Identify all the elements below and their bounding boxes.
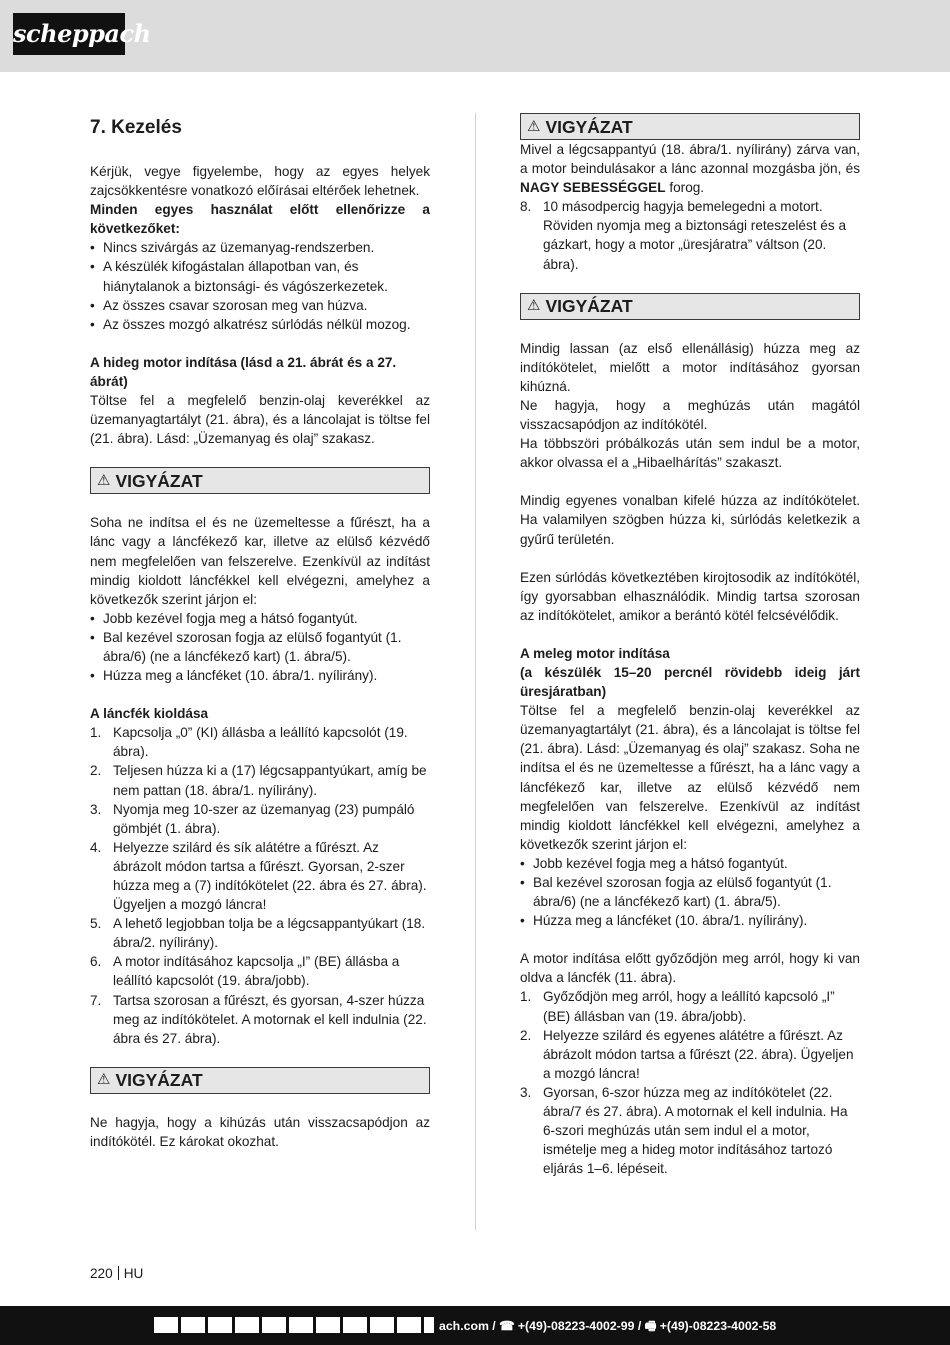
warm-start-steps — [520, 987, 860, 1178]
warning-text: Soha ne indítsa el és ne üzemeltesse a fűrészt, ha a lánc vagy a láncfékező kar, illetve az elülső kézvédő nem megfelelően van felszerelve. Ezenkívül az indítást mindig kioldott láncfékkel kell elvégezni, amelyhez a következők szerint járjon el: — [90, 515, 430, 607]
obscured-contact — [154, 1317, 434, 1333]
list-item: • Jobb kezével fogja meg a hátsó fogantyút. — [520, 854, 860, 873]
warning-text: Mindig lassan (az első ellenállásig) húzza meg az indítókötelet, mielőtt a motor indításához gyorsan kihúzná. — [520, 340, 860, 394]
warning-text: Ha többszöri próbálkozás után sem indul be a motor, akkor olvassa el a „Hibaelhárítás” szakaszt. — [520, 436, 860, 471]
warm-start-list — [520, 854, 860, 930]
list-item: 2. Helyezze szilárd és egyenes alátétre a fűrészt. Az ábrázolt módon tartsa a fűrészt (22. ábra). Ügyeljen a mozgó láncra! — [520, 1027, 854, 1081]
warning-triangle-icon: ⚠ — [527, 117, 541, 135]
page-number: 220 HU — [90, 1266, 144, 1281]
list-item: 2. Teljesen húzza ki a (17) légcsappantyúkart, amíg be nem pattan (18. ábra/1. nyílirány). — [90, 763, 427, 798]
intro-paragraph: Kérjük, vegye figyelembe, hogy az egyes helyek zajcsökkentésre vonatkozó előírásai eltérőek lehetnek. — [90, 164, 430, 199]
column-divider — [475, 113, 476, 1230]
list-item: 6. A motor indításához kapcsolja „I” (BE) állásba a leállító kapcsolót (19. ábra/jobb). — [90, 954, 400, 989]
list-item: • Húzza meg a láncféket (10. ábra/1. nyílirány). — [520, 911, 860, 930]
warning-triangle-icon: ⚠ — [97, 1071, 111, 1089]
before-start-text: A motor indítása előtt győződjön meg arról, hogy ki van oldva a láncfék (11. ábra). — [520, 951, 860, 986]
warning-text: Mivel a légcsappantyú (18. ábra/1. nyílirány) zárva van, a motor beindulásakor a lánc azonnal mozgásba jön, és NAGY SEBESSÉGGEL forog. — [520, 142, 860, 196]
list-item: • Bal kezével szorosan fogja az elülső fogantyút (1. ábra/6) (ne a láncfékező kart) (1. ábra/5). — [520, 873, 860, 911]
list-item: • Nincs szivárgás az üzemanyag-rendszerben. — [90, 238, 430, 257]
check-heading: Minden egyes használat előtt ellenőrizze a következőket: — [90, 202, 430, 237]
warning-triangle-icon: ⚠ — [527, 297, 541, 315]
warning-triangle-icon: ⚠ — [97, 471, 111, 489]
list-item: • Jobb kezével fogja meg a hátsó fogantyút. — [90, 609, 430, 628]
warning-text: Ne hagyja, hogy a meghúzás után magától visszacsapódjon az indítókötél. — [520, 397, 860, 433]
warning-label: VIGYÁZAT — [545, 116, 633, 137]
list-item: 1. Kapcsolja „0” (KI) állásba a leállító kapcsolót (19. ábra). — [90, 725, 408, 760]
list-item: • A készülék kifogástalan állapotban van, és hiánytalanok a biztonsági- és vágószerkezetek. — [90, 257, 430, 295]
list-item: 4. Helyezze szilárd és sík alátétre a fűrészt. Az ábrázolt módon tartsa a fűrészt. Gyorsan, 2-szer húzza meg a (7) indítókötelet (22. ábra és 27. ábra). Ügyeljen a mozgó láncra! — [90, 839, 427, 913]
warning-label: VIGYÁZAT — [545, 296, 633, 317]
footer-contact: ach.com / ☎ +(49)-08223-4002-99 / 🖷 +(49)-08223-4002-58 — [154, 1317, 776, 1334]
pull-straight-text: Mindig egyenes vonalban kifelé húzza az indítókötelet. Ha valamilyen szögben húzza ki, súrlódás keletkezik a gyűrű területén. — [520, 493, 860, 547]
list-item: 1. Győződjön meg arról, hogy a leállító kapcsoló „I” (BE) állásban van (19. ábra/jobb). — [520, 989, 835, 1024]
warm-start-text: Töltse fel a megfelelő benzin-olaj keverékkel az üzemanyagtartályt (21. ábra), és a láncolajat is töltse fel (21. ábra). Lásd: „Üzemanyag és olaj” szakasz. Soha ne indítsa el és ne üzemeltesse a fűrészt, ha a lánc vagy a láncfékező kar, illetve az elülső kézvédő nem megfelelően van felszerelve. Ezenkívül az indítást mindig kioldott láncfékkel kell elvégezni, amelyhez a következők szerint járjon el: — [520, 703, 860, 852]
list-item: 7. Tartsa szorosan a fűrészt, és gyorsan, 4-szer húzza meg az indítókötelet. A motornak el kell indulnia (22. ábra és 27. ábra). — [90, 992, 427, 1046]
warmup-step — [520, 197, 860, 273]
cold-start-text: Töltse fel a megfelelő benzin-olaj keverékkel az üzemanyagtartályt (21. ábra), és a láncolajat is töltse fel (21. ábra). Lásd: „Üzemanyag és olaj” szakasz. — [90, 393, 430, 447]
cold-start-heading: A hideg motor indítása (lásd a 21. ábrát és a 27. ábrát) — [90, 354, 397, 389]
right-column — [520, 113, 860, 1178]
friction-text: Ezen súrlódás következtében kirojtosodik az indítókötél, így gyorsabban elhasználódik. Mindig tartsa szorosan az indítókötelet, amikor a berántó kötél felcsévélődik. — [520, 569, 860, 623]
list-item: • Az összes csavar szorosan meg van húzva. — [90, 296, 430, 315]
warning-text: Ne hagyja, hogy a kihúzás után visszacsapódjon az indítókötél. Ez károkat okozhat. — [90, 1114, 430, 1149]
warning-label: VIGYÁZAT — [115, 1070, 203, 1091]
left-column — [90, 113, 430, 1151]
section-title: 7. Kezelés — [90, 117, 182, 138]
warning-box — [520, 113, 860, 140]
scheppach-logo: scheppach — [13, 13, 125, 55]
chain-brake-heading: A láncfék kioldása — [90, 706, 209, 722]
warning-label: VIGYÁZAT — [115, 470, 203, 491]
list-item: • Bal kezével szorosan fogja az elülső fogantyút (1. ábra/6) (ne a láncfékező kart) (1. ábra/5). — [90, 628, 430, 666]
chain-brake-steps — [90, 723, 430, 1048]
list-item: 3. Gyorsan, 6-szor húzza meg az indítókötelet (22. ábra/7 és 27. ábra). A motornak el kell indulnia. Ha 6-szori meghúzás után sem indul el a motor, ismételje meg a hideg motor indításához tartozó eljárás 1–6. lépéseit. — [520, 1084, 848, 1177]
warning-box — [90, 467, 430, 494]
list-item: 3. Nyomja meg 10-szer az üzemanyag (23) pumpáló gömbjét (1. ábra). — [90, 801, 415, 836]
check-list — [90, 238, 430, 333]
language-code: HU — [123, 1266, 144, 1281]
list-item: • Húzza meg a láncféket (10. ábra/1. nyílirány). — [90, 666, 430, 685]
list-item: 8. 10 másodpercig hagyja bemelegedni a motort. Röviden nyomja meg a biztonsági reteszelést és a gázkart, hogy a motor „üresjáratra” váltson (20. ábra). — [520, 199, 846, 272]
warm-start-subheading: (a készülék 15–20 percnél rövidebb ideig járt üresjáratban) — [520, 664, 860, 700]
list-item: 5. A lehető legjobban tolja be a légcsappantyúkart (18. ábra/2. nyílirány). — [90, 916, 426, 951]
warning-box — [90, 1067, 430, 1094]
list-item: • Az összes mozgó alkatrész súrlódás nélkül mozog. — [90, 315, 430, 334]
warning-box — [520, 293, 860, 320]
warning-list — [90, 609, 430, 685]
warm-start-heading: A meleg motor indítása — [520, 645, 670, 661]
